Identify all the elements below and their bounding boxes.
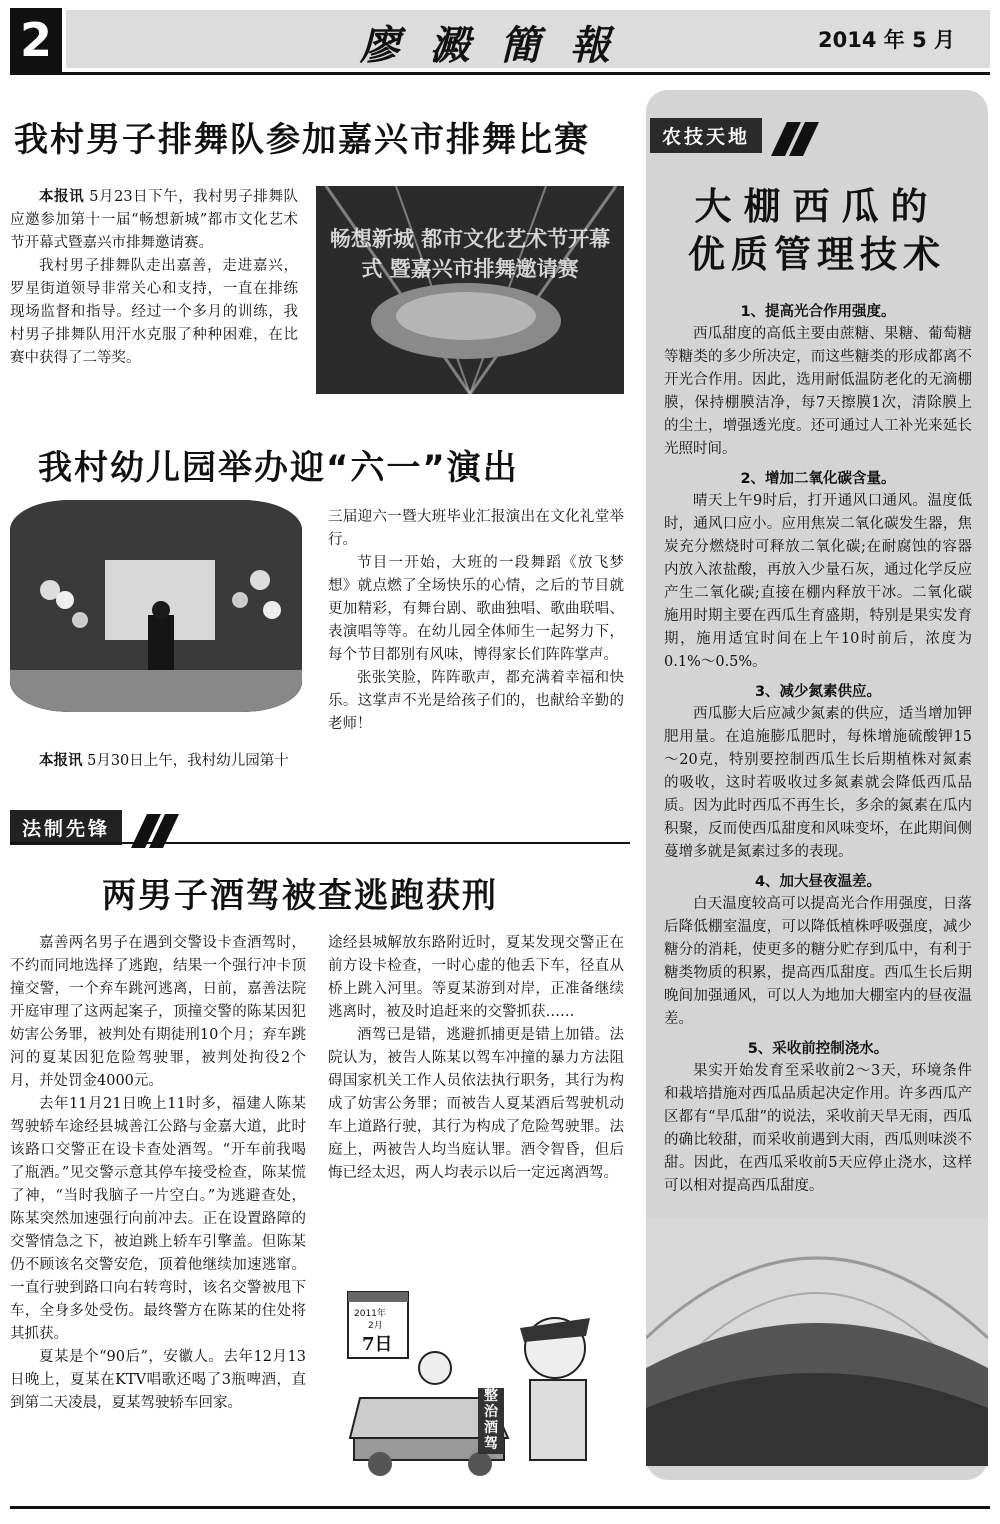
section-tag-label: 法制先锋 bbox=[10, 810, 122, 845]
article2-paragraph: 节目一开始，大班的一段舞蹈《放飞梦想》就点燃了全场快乐的心情，之后的节目就更加精彩，有舞台剧、歌曲独唱、歌曲联唱、表演唱等等。在幼儿园全体师生一起努力下，每个节目都别有风味，博得家长们阵阵掌声。 bbox=[328, 555, 624, 663]
dance-photo-graphic bbox=[316, 186, 624, 394]
masthead-rule bbox=[10, 72, 990, 75]
sidebar-paragraph: 西瓜膨大后应减少氮素的供应，适当增加钾肥用量。在追施膨瓜肥时，每株增施硫酸钾15～20克，特别要控制西瓜生长后期植株对氮素的吸收，这时若吸收过多氮素就会降低西瓜品质。因为此时西瓜不再生长，多余的氮素在瓜内积聚，反而使西瓜甜度和风味变坏，在此期间侧蔓增多就是氮素过多的表现。 bbox=[664, 706, 972, 860]
article1-headline: 我村男子排舞队参加嘉兴市排舞比赛 bbox=[14, 120, 590, 160]
law-section-rule bbox=[10, 842, 630, 844]
article2-right-body bbox=[328, 506, 624, 736]
sidebar-headline-line2: 优质管理技术 bbox=[688, 233, 946, 276]
lead-label: 本报讯 bbox=[39, 753, 83, 769]
greenhouse-photo-graphic bbox=[646, 1218, 988, 1466]
greenhouse-photo bbox=[646, 1218, 988, 1466]
article3-col1 bbox=[10, 932, 306, 1415]
article2-paragraph: 张张笑脸，阵阵歌声，都充满着幸福和快乐。这掌声不光是给孩子们的，也献给辛勤的老师！ bbox=[328, 670, 624, 732]
photo-banner-text: 畅想新城 都市文化艺术节开幕式 暨嘉兴市排舞邀请赛 bbox=[329, 227, 611, 281]
paragraph-text: 5月30日上午，我村幼儿园第十 bbox=[87, 753, 289, 769]
agri-section-tag bbox=[650, 118, 827, 156]
article2-paragraph: 三届迎六一暨大班毕业汇报演出在文化礼堂举行。 bbox=[328, 509, 624, 548]
sidebar-body bbox=[664, 294, 972, 1198]
sidebar-subhead: 4、加大昼夜温差。 bbox=[754, 874, 882, 890]
kindergarten-photo-graphic bbox=[10, 500, 302, 712]
article1-paragraph: 我村男子排舞队走出嘉善，走进嘉兴，罗星街道领导非常关心和支持，一直在排练现场监督和指导。经过一个多月的训练，我村男子排舞队用汗水克服了种种困难，在比赛中获得了二等奖。 bbox=[10, 258, 298, 366]
article2-paragraph bbox=[10, 750, 306, 773]
footer-rule bbox=[10, 1506, 990, 1509]
article3-paragraph: 夏某是个“90后”，安徽人。去年12月13日晚上，夏某在KTV唱歌还喝了3瓶啤酒，直到第二天凌晨，夏某驾驶轿车回家。 bbox=[10, 1349, 306, 1411]
calendar-month: 2月 bbox=[368, 1321, 383, 1331]
cartoon-sign: 整治酒驾 bbox=[484, 1388, 498, 1452]
calendar-year: 2011年 bbox=[354, 1309, 386, 1319]
issue-date: 2014 年 5 月 bbox=[818, 28, 955, 52]
sidebar-subhead: 1、提高光合作用强度。 bbox=[740, 304, 896, 320]
masthead-title: 廖澱簡報 bbox=[360, 22, 640, 69]
article3-paragraph: 酒驾已是错，逃避抓捕更是错上加错。法院认为，被告人陈某以驾车冲撞的暴力方法阻碍国家机关工作人员依法执行职务，其行为构成了妨害公务罪；而被告人夏某酒后驾驶机动车上道路行驶，其行为构成了危险驾驶罪。法庭上，两被告人均当庭认罪。酒令智昏，但后悔已经太迟，两人均表示以后一定远离酒驾。 bbox=[328, 1027, 624, 1181]
sidebar-paragraph: 西瓜甜度的高低主要由蔗糖、果糖、葡萄糖等糖类的多少所决定，而这些糖类的形成都离不开光合作用。因此，选用耐低温防老化的无滴棚膜，保持棚膜洁净，每7天擦膜1次，清除膜上的尘土，增强透光度。还可通过人工补光来延长光照时间。 bbox=[664, 326, 972, 457]
article3-paragraph: 嘉善两名男子在遇到交警设卡查酒驾时，不约而同地选择了逃跑，结果一个强行冲卡顶撞交警，一个弃车跳河逃离，日前，嘉善法院开庭审理了这两起案子，顶撞交警的陈某因犯妨害公务罪，被判处有期徒刑10个月；弃车跳河的夏某因犯危险驾驶罪，被判处拘役2个月，并处罚金4000元。 bbox=[10, 935, 306, 1089]
lead-label: 本报讯 bbox=[39, 189, 85, 205]
calendar-day: 7日 bbox=[362, 1334, 393, 1355]
paragraph-text: 5月23日下午，我村男子排舞队应邀参加第十一届“畅想新城”都市文化艺术节开幕式暨嘉兴市排舞邀请赛。 bbox=[10, 189, 298, 251]
sidebar-paragraph: 果实开始发育至采收前2～3天，环境条件和栽培措施对西瓜品质起决定作用。许多西瓜产区都有“旱瓜甜”的说法，采收前天旱无雨，西瓜的确比较甜，而采收前遇到大雨，西瓜则味淡不甜。因此，在西瓜采收前5天应停止浇水，这样可以相对提高西瓜甜度。 bbox=[664, 1063, 972, 1194]
article3-paragraph: 途经县城解放东路附近时，夏某发现交警正在前方设卡检查，一时心虚的他丢下车，径直从桥上跳入河里。等夏某游到对岸，正准备继续逃离时，被及时追赶来的交警抓获…… bbox=[328, 935, 624, 1020]
sidebar-paragraph: 白天温度较高可以提高光合作用强度，日落后降低棚室温度，可以降低植株呼吸强度，减少糖分的消耗，使更多的糖分贮存到瓜中，有利于糖类物质的积累，提高西瓜甜度。西瓜生长后期晚间加强通风，可以人为地加大棚室内的昼夜温差。 bbox=[664, 896, 972, 1027]
drunk-driving-cartoon bbox=[340, 1288, 624, 1488]
article1-paragraph bbox=[10, 186, 298, 255]
slashes-decoration bbox=[767, 122, 827, 156]
sidebar-subhead: 5、采收前控制浇水。 bbox=[747, 1041, 889, 1057]
sidebar-subhead: 2、增加二氧化碳含量。 bbox=[740, 471, 896, 487]
sidebar-subhead: 3、减少氮素供应。 bbox=[754, 684, 882, 700]
article3-paragraph: 去年11月21日晚上11时多，福建人陈某驾驶轿车途经县城善江公路与金嘉大道，此时该路口交警正在设卡查处酒驾。“开车前我喝了瓶酒。”见交警示意其停车接受检查，陈某慌了神，“当时我脑子一片空白。”为逃避查处，陈某突然加速强行向前冲去。正在设置路障的交警情急之下，被迫跳上轿车引擎盖。但陈某仍不顾该名交警安危，顶着他继续加速逃窜。一直行驶到路口向右转弯时，该名交警被甩下车，全身多处受伤。最终警方在陈某的住处将其抓获。 bbox=[10, 1096, 306, 1342]
article3-headline: 两男子酒驾被查逃跑获刑 bbox=[102, 876, 498, 916]
sidebar-headline-line1: 大棚西瓜的 bbox=[694, 185, 940, 228]
dance-photo bbox=[316, 186, 624, 394]
article2-left-body bbox=[10, 750, 306, 773]
page-number: 2 bbox=[19, 13, 52, 67]
article2-headline: 我村幼儿园举办迎“六一”演出 bbox=[38, 448, 519, 488]
kindergarten-photo bbox=[10, 500, 302, 712]
article1-body bbox=[10, 186, 298, 370]
section-tag-label: 农技天地 bbox=[650, 118, 762, 153]
sidebar-paragraph: 晴天上午9时后，打开通风口通风。温度低时，通风口应小。应用焦炭二氧化碳发生器，焦炭充分燃烧时可释放二氧化碳;在耐腐蚀的容器内放入浓盐酸，再放入少量石灰，通过化学反应产生二氧化碳;直接在棚内释放干冰。二氧化碳施用时期主要在西瓜生育盛期，特别是果实发育期，施用适宜时间在上午10时前后，浓度为0.1%～0.5%。 bbox=[664, 493, 972, 670]
article3-col2 bbox=[328, 932, 624, 1185]
